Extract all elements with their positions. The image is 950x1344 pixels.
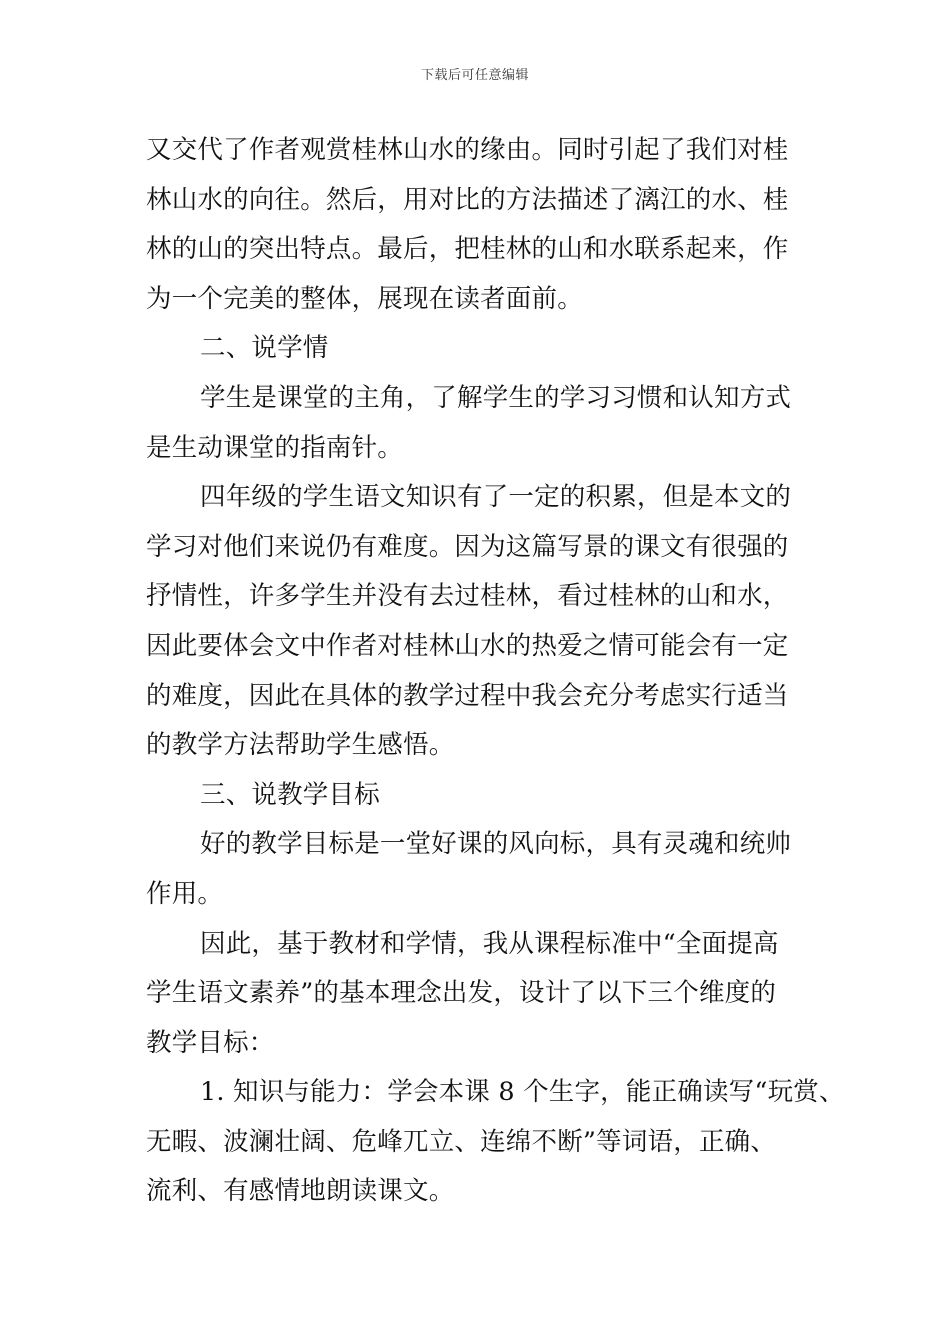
document-body bbox=[146, 126, 845, 1217]
text-line: 因此，基于教材和学情，我从课程标准中“全面提高 bbox=[200, 928, 779, 959]
text-line: 好的教学目标是一堂好课的风向标，具有灵魂和统帅 bbox=[200, 829, 792, 860]
text-line: 学生是课堂的主角，了解学生的学习习惯和认知方式 bbox=[200, 382, 792, 413]
list-item-text: 1. 知识与能力：学会本课 8 个生字，能正确读写“玩赏、 bbox=[200, 1077, 845, 1108]
text-line: 是生动课堂的指南针。 bbox=[146, 432, 404, 463]
text-line: 林的山的突出特点。最后，把桂林的山和水联系起来，作 bbox=[146, 234, 789, 265]
text-line: 教学目标： bbox=[146, 1027, 275, 1058]
text-line: 又交代了作者观赏桂林山水的缘由。同时引起了我们对桂 bbox=[146, 135, 789, 165]
text-line: 为一个完美的整体，展现在读者面前。 bbox=[146, 283, 583, 314]
text-line: 学生语文素养”的基本理念出发，设计了以下三个维度的 bbox=[146, 978, 777, 1009]
text-line: 抒情性，许多学生并没有去过桂林，看过桂林的山和水， bbox=[146, 581, 789, 612]
text-line: 的难度，因此在具体的教学过程中我会充分考虑实行适当 bbox=[146, 680, 789, 711]
text-line: 无暇、波澜壮阔、危峰兀立、连绵不断”等词语，正确、 bbox=[146, 1126, 777, 1157]
section-heading: 三、说教学目标 bbox=[200, 779, 380, 810]
text-line: 流利、有感情地朗读课文。 bbox=[146, 1176, 455, 1207]
text-line: 林山水的向往。然后，用对比的方法描述了漓江的水、桂 bbox=[146, 184, 789, 215]
text-line: 作用。 bbox=[146, 878, 224, 909]
section-heading: 二、说学情 bbox=[200, 333, 329, 364]
text-line: 学习对他们来说仍有难度。因为这篇写景的课文有很强的 bbox=[146, 531, 789, 562]
text-line: 因此要体会文中作者对桂林山水的热爱之情可能会有一定 bbox=[146, 630, 789, 661]
text-line: 四年级的学生语文知识有了一定的积累，但是本文的 bbox=[200, 482, 792, 513]
text-line: 的教学方法帮助学生感悟。 bbox=[146, 730, 455, 761]
page-header: 下载后可任意编辑 bbox=[420, 68, 529, 83]
